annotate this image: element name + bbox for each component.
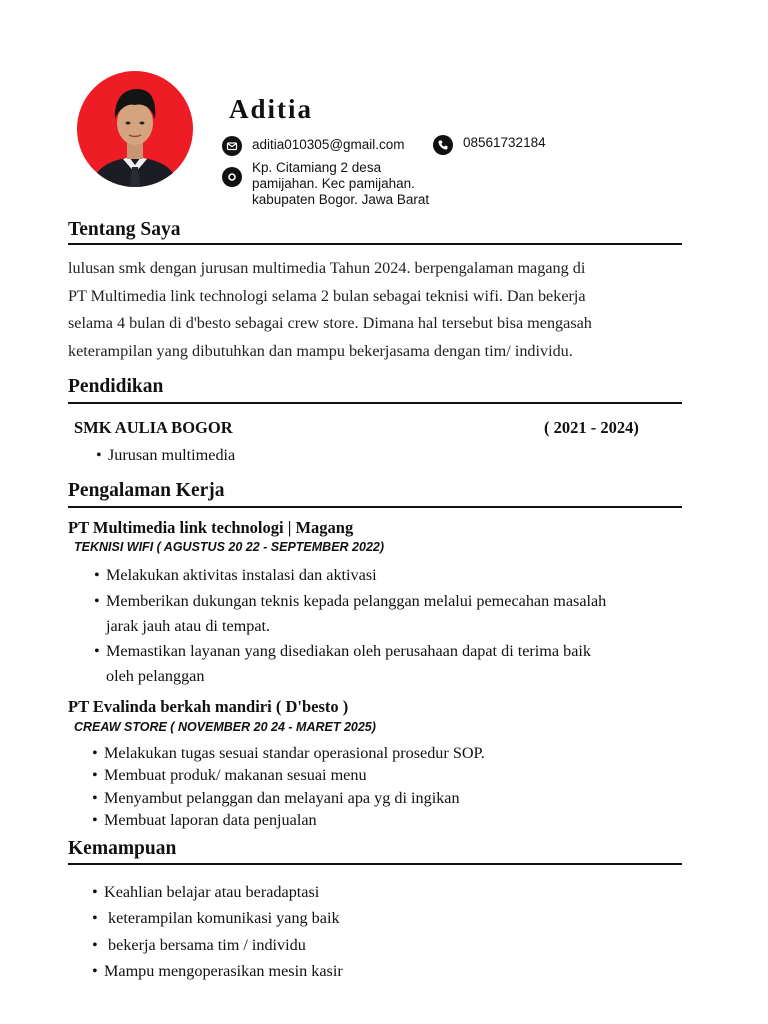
about-line: PT Multimedia link technologi selama 2 bulan sebagai teknisi wifi. Dan bekerja [68,286,586,305]
job-subtitle: CREAW STORE ( NOVEMBER 20 24 - MARET 2025) [74,720,376,734]
list-item: • Memberikan dukungan teknis kepada pelanggan melalui pemecahan masalah [94,592,607,610]
profile-photo [77,71,193,187]
school-years: ( 2021 - 2024) [544,418,639,437]
phone-text[interactable]: 08561732184 [463,135,546,150]
phone-icon [433,135,453,155]
list-item: • Membuat produk/ makanan sesuai menu [92,766,367,784]
education-heading: Pendidikan [68,376,164,397]
about-heading: Tentang Saya [68,219,181,240]
about-line: keterampilan yang dibutuhkan dan mampu bekerjasama dengan tim/ individu. [68,341,573,360]
list-item: • Keahlian belajar atau beradaptasi [92,883,320,901]
list-item: • Melakukan tugas sesuai standar operasional prosedur SOP. [92,744,485,762]
list-item: • bekerja bersama tim / individu [92,936,306,954]
school-name: SMK AULIA BOGOR [74,418,233,437]
address-line: Kp. Citamiang 2 desa [252,160,382,175]
list-item: • Membuat laporan data penjualan [92,811,317,829]
skills-heading: Kemampuan [68,838,177,859]
list-item: • Melakukan aktivitas instalasi dan aktivasi [94,566,377,584]
section-divider [68,402,682,404]
list-item: • Memastikan layanan yang disediakan oleh perusahaan dapat di terima baik [94,642,592,660]
portrait-illustration [77,71,193,187]
job-title: PT Evalinda berkah mandiri ( D'besto ) [68,697,349,716]
experience-heading: Pengalaman Kerja [68,480,225,501]
list-item-continuation: oleh pelanggan [106,667,205,685]
location-icon [222,167,242,187]
section-divider [68,506,682,508]
address-text [252,160,429,208]
list-item: • Menyambut pelanggan dan melayani apa yg di ingikan [92,789,460,807]
list-item-continuation: jarak jauh atau di tempat. [106,617,271,635]
applicant-name: Aditia [229,94,314,124]
list-item: • Mampu mengoperasikan mesin kasir [92,962,343,980]
job-subtitle: TEKNISI WIFI ( AGUSTUS 20 22 - SEPTEMBER 2022) [74,540,385,554]
address-line: pamijahan. Kec pamijahan. [252,176,415,191]
email-icon [222,136,242,156]
job-title: PT Multimedia link technologi | Magang [68,518,354,537]
list-item: • keterampilan komunikasi yang baik [92,909,340,927]
address-line: kabupaten Bogor. Jawa Barat [252,192,430,207]
section-divider [68,863,682,865]
section-divider [68,243,682,245]
email-text[interactable]: aditia010305@gmail.com [252,137,405,152]
about-paragraph [68,255,693,365]
about-line: lulusan smk dengan jurusan multimedia Tahun 2024. berpengalaman magang di [68,259,586,277]
list-item: • Jurusan multimedia [96,446,236,464]
about-line: selama 4 bulan di d'besto sebagai crew store. Dimana hal tersebut bisa mengasah [68,314,592,332]
